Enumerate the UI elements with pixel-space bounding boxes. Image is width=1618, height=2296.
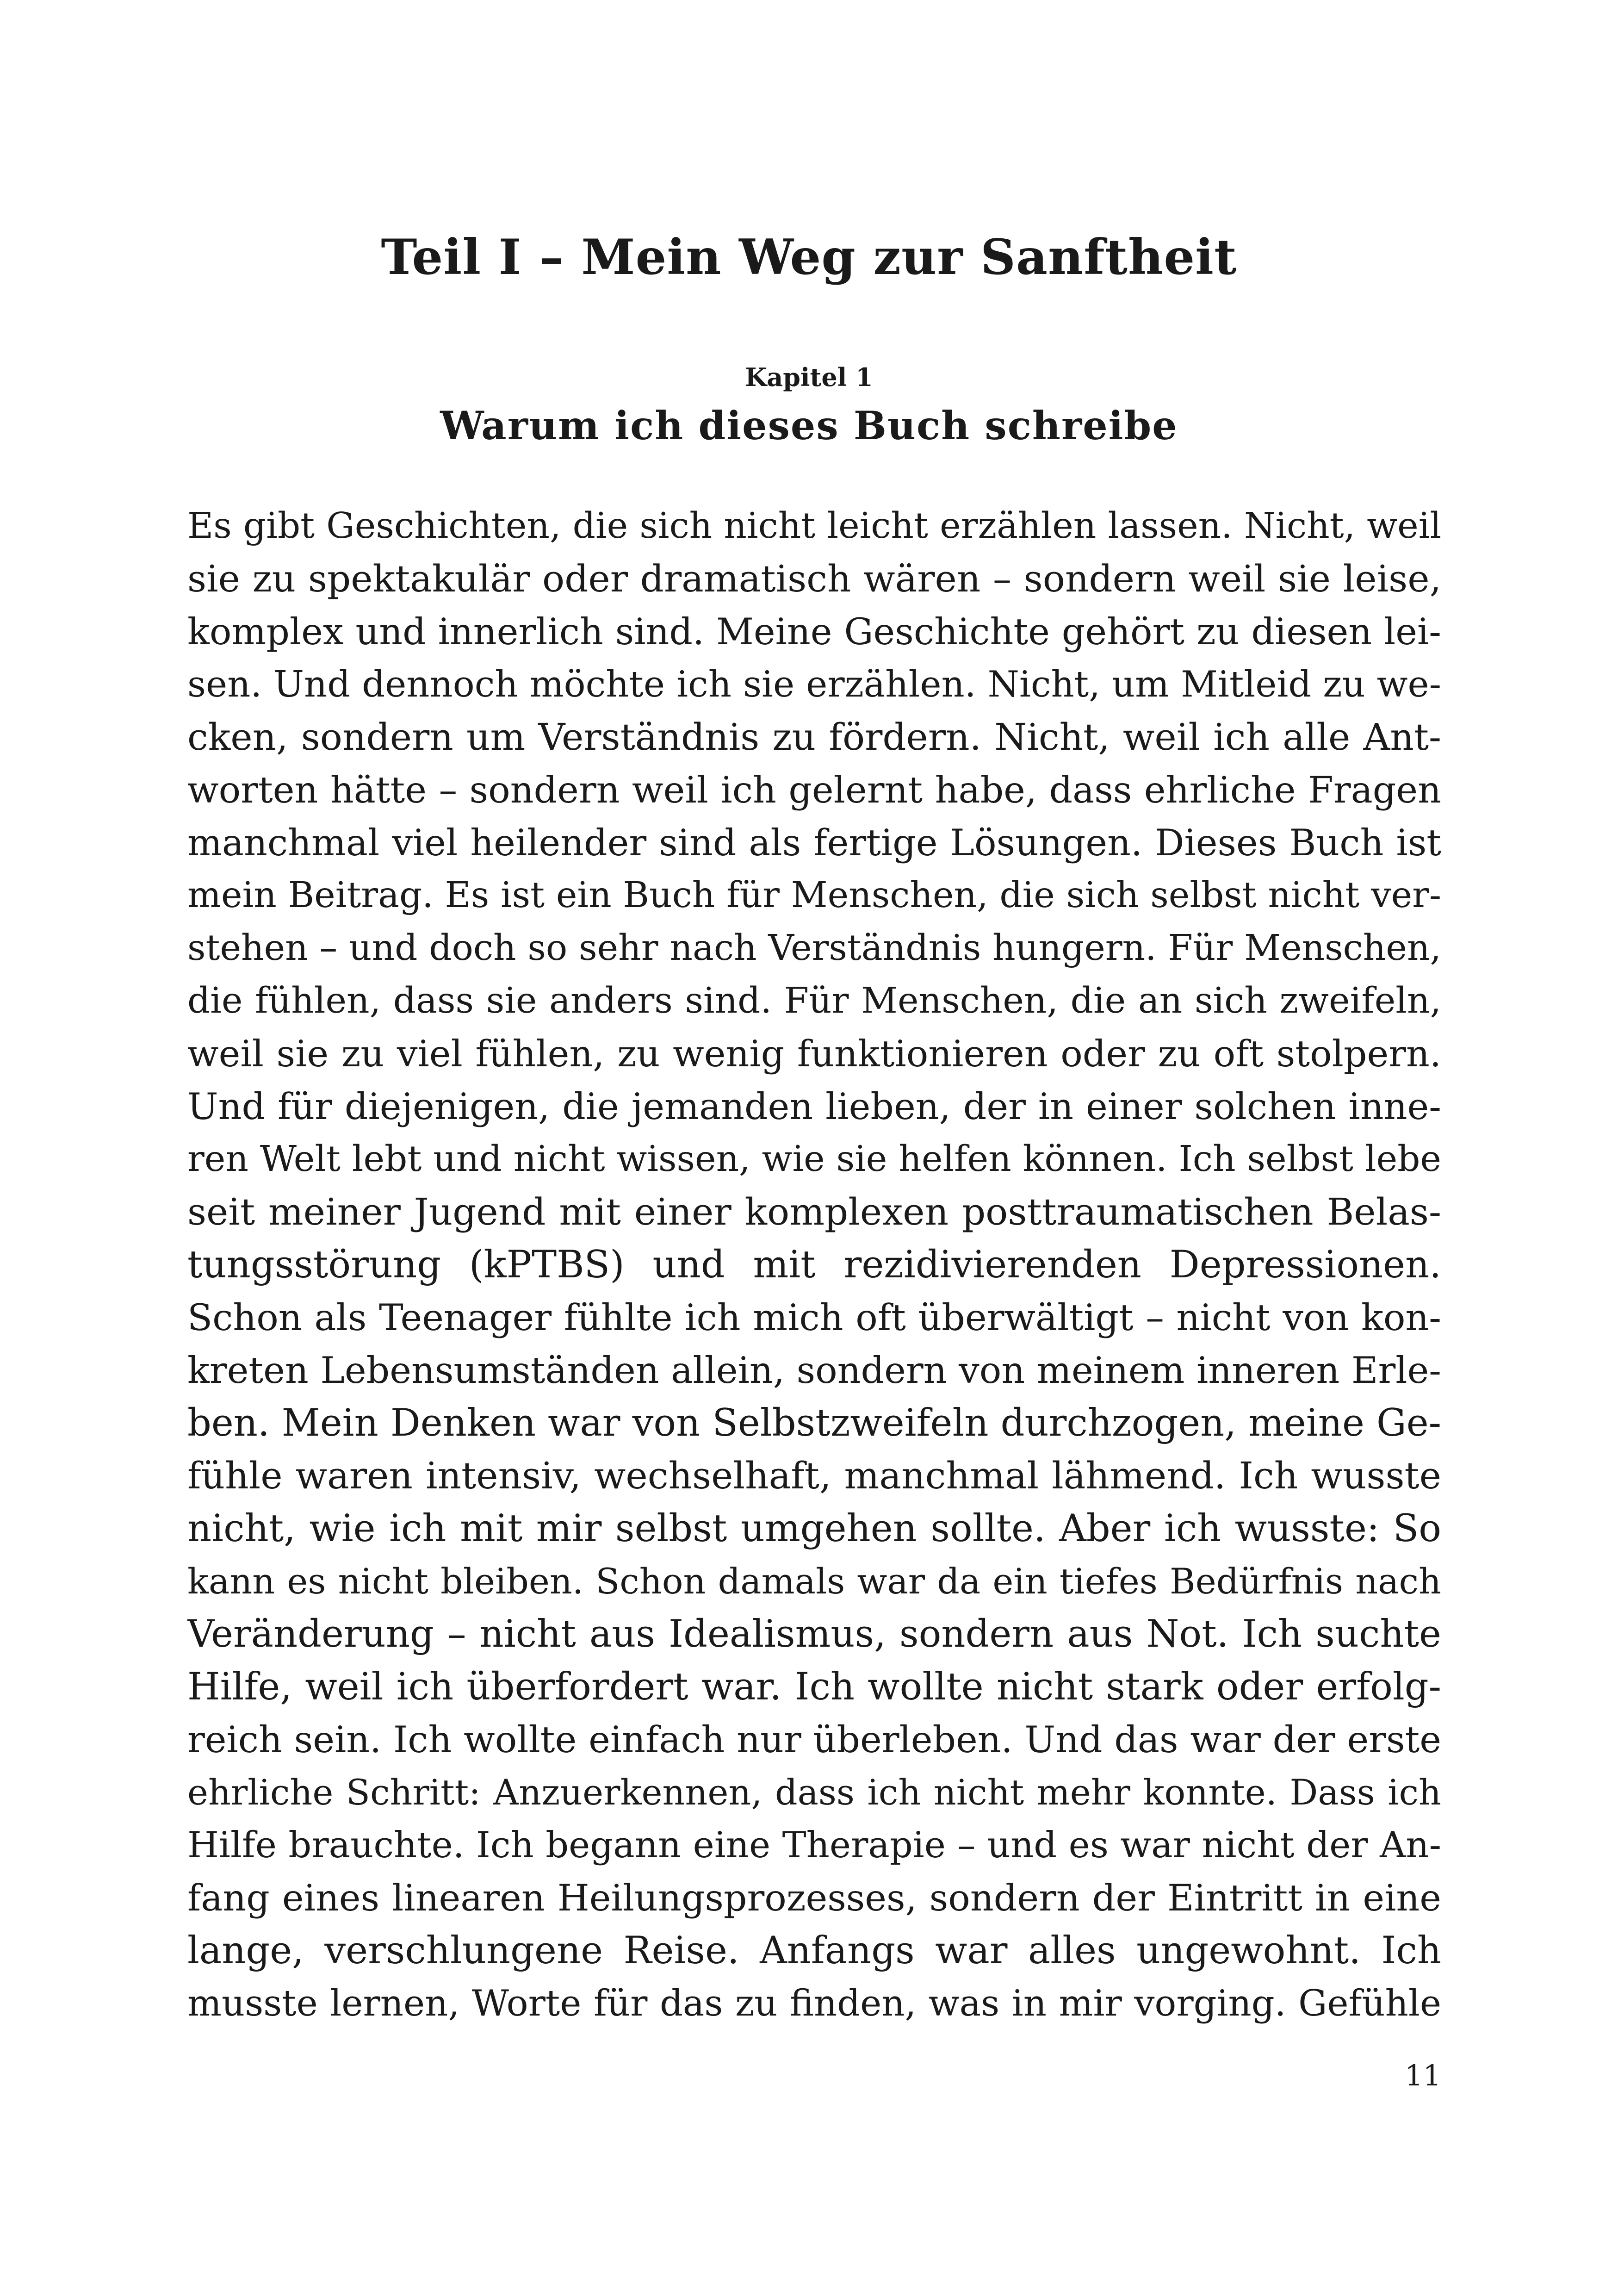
body-line: reich sein. Ich wollte einfach nur überleben. Und das war der erste [187, 1718, 1441, 1761]
body-line: ben. Mein Denken war von Selbstzweifeln durchzogen, meine Ge- [187, 1401, 1441, 1445]
body-line: lange, verschlungene Reise. Anfangs war alles ungewohnt. Ich [187, 1929, 1441, 1972]
body-line: Und für diejenigen, die jemanden lieben, der in einer solchen inne- [187, 1085, 1441, 1128]
body-line: fühle waren intensiv, wechselhaft, manchmal lähmend. Ich wusste [187, 1454, 1441, 1497]
body-line: Schon als Teenager fühlte ich mich oft überwältigt – nicht von kon- [187, 1296, 1441, 1339]
body-line: kann es nicht bleiben. Schon damals war da ein tiefes Bedürfnis nach [187, 1561, 1441, 1602]
body-line: Veränderung – nicht aus Idealismus, sondern aus Not. Ich suchte [187, 1612, 1441, 1656]
body-line: manchmal viel heilender sind als fertige Lösungen. Dieses Buch ist [187, 821, 1441, 864]
body-line: worten hätte – sondern weil ich gelernt habe, dass ehrliche Fragen [187, 769, 1441, 811]
body-line: Es gibt Geschichten, die sich nicht leicht erzählen lassen. Nicht, weil [187, 505, 1441, 547]
body-line: Hilfe, weil ich überfordert war. Ich wollte nicht stark oder erfolg- [187, 1665, 1441, 1709]
body-line: seit meiner Jugend mit einer komplexen posttraumatischen Belas- [187, 1190, 1441, 1233]
body-line: tungsstörung (kPTBS) und mit rezidivierenden Depressionen. [187, 1243, 1441, 1287]
part-title: Teil I – Mein Weg zur Sanftheit [381, 228, 1237, 286]
body-line: komplex und innerlich sind. Meine Geschichte gehört zu diesen lei- [187, 610, 1441, 653]
body-line: Hilfe brauchte. Ich begann eine Therapie – und es war nicht der An- [187, 1824, 1441, 1866]
body-line: stehen – und doch so sehr nach Verständnis hungern. Für Menschen, [187, 927, 1441, 969]
body-line: musste lernen, Worte für das zu finden, was in mir vorging. Gefühle [187, 1983, 1441, 2024]
body-line: ehrliche Schritt: Anzuerkennen, dass ich nicht mehr konnte. Dass ich [187, 1772, 1441, 1813]
body-line: fang eines linearen Heilungsprozesses, sondern der Eintritt in eine [187, 1877, 1441, 1919]
page-number: 11 [1405, 2059, 1441, 2092]
body-line: weil sie zu viel fühlen, zu wenig funktionieren oder zu oft stolpern. [187, 1033, 1441, 1075]
body-line: die fühlen, dass sie anders sind. Für Menschen, die an sich zweifeln, [187, 980, 1441, 1021]
body-line: nicht, wie ich mit mir selbst umgehen sollte. Aber ich wusste: So [187, 1507, 1441, 1550]
body-line: sie zu spektakulär oder dramatisch wären – sondern weil sie leise, [187, 557, 1441, 600]
body-line: ren Welt lebt und nicht wissen, wie sie helfen können. Ich selbst lebe [187, 1139, 1441, 1180]
chapter-title: Warum ich dieses Buch schreibe [440, 403, 1178, 448]
body-line: kreten Lebensumständen allein, sondern von meinem inneren Erle- [187, 1349, 1441, 1392]
chapter-label: Kapitel 1 [745, 362, 873, 392]
body-line: sen. Und dennoch möchte ich sie erzählen. Nicht, um Mitleid zu we- [187, 664, 1441, 705]
body-text [187, 500, 1441, 2030]
body-line: mein Beitrag. Es ist ein Buch für Menschen, die sich selbst nicht ver- [187, 875, 1441, 916]
body-line: cken, sondern um Verständnis zu fördern. Nicht, weil ich alle Ant- [187, 716, 1441, 759]
